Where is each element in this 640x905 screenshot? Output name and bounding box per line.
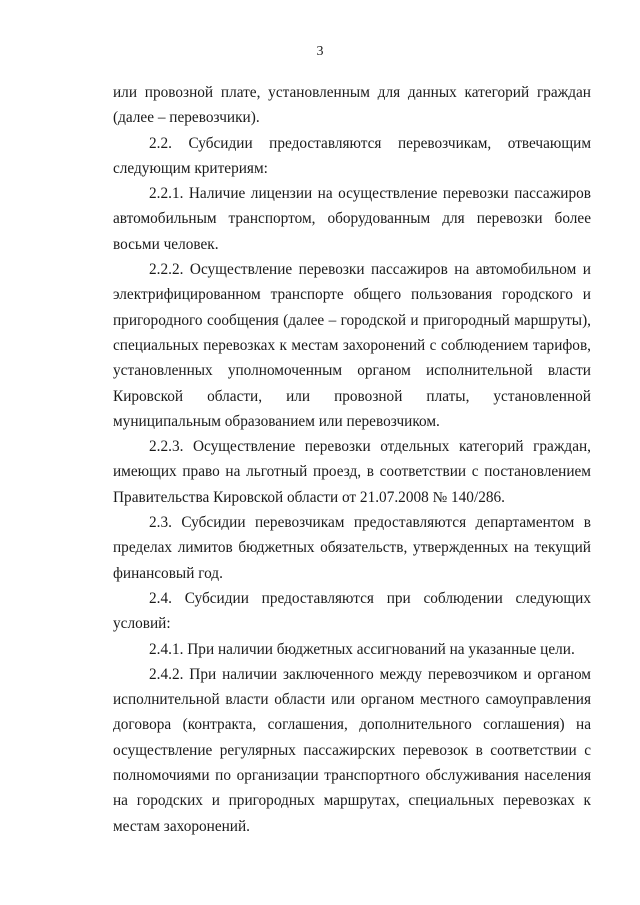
document-body [113,80,591,839]
paragraph-2-4: 2.4. Субсидии предоставляются при соблюдении следующих условий: [113,589,591,633]
paragraph-2-2-3: 2.2.3. Осуществление перевозки отдельных категорий граждан, имеющих право на льготный проезд, в соответствии с постановлением Правительства Кировской области от 21.07.2008 № 140/286. [113,438,591,506]
paragraph-2-4-1: 2.4.1. При наличии бюджетных ассигнований на указанные цели. [149,640,575,658]
paragraph-2-2: 2.2. Субсидии предоставляются перевозчикам, отвечающим следующим критериям: [113,134,591,177]
paragraph-2-4-2: 2.4.2. При наличии заключенного между перевозчиком и органом исполнительной власти области или органом местного самоуправления договора (контракта, соглашения, дополнительного соглашения) на осуществление регулярных пассажирских перевозок в соответствии с полномочиями по организации транспортного обслуживания населения на городских и пригородных маршрутах, специальных перевозках к местам захоронений. [113,665,591,835]
paragraph-2-3: 2.3. Субсидии перевозчикам предоставляются департаментом в пределах лимитов бюджетных обязательств, утвержденных на текущий финансовый год. [113,514,591,582]
paragraph-2-2-2: 2.2.2. Осуществление перевозки пассажиров на автомобильном и электрифицированном транспорте общего пользования городского и пригородного сообщения (далее – городской и пригородный маршруты), специальных перевозках к местам захоронений с соблюдением тарифов, установленных уполномоченным органом исполнительной власти Кировской области, или провозной платы, установленной муниципальным образованием или перевозчиком. [113,261,591,430]
paragraph-continuation: или провозной плате, установленным для данных категорий граждан (далее – перевозчики). [113,84,591,127]
paragraph-2-2-1: 2.2.1. Наличие лицензии на осуществление перевозки пассажиров автомобильным транспортом, оборудованным для перевозки более восьми человек. [113,185,591,253]
page-number: 3 [316,44,324,59]
